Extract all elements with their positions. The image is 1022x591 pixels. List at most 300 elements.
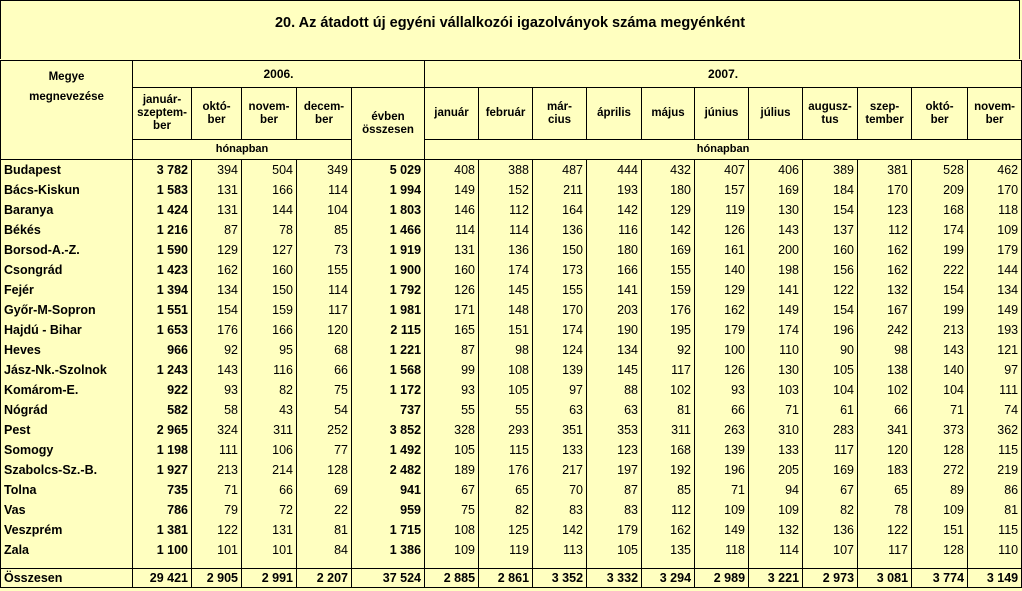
table-cell: 373 [912, 420, 968, 440]
header-month-2006 [133, 88, 192, 140]
table-cell: 120 [858, 440, 912, 460]
county-name: Vas [1, 500, 133, 520]
header-month-2006 [242, 88, 297, 140]
county-name: Jász-Nk.-Szolnok [1, 360, 133, 380]
spacer-cell [242, 560, 297, 569]
table-row [1, 460, 1022, 480]
table-cell: 122 [803, 280, 858, 300]
table-row [1, 520, 1022, 540]
table-cell: 1 568 [352, 360, 425, 380]
county-name: Bács-Kiskun [1, 180, 133, 200]
header-row-years [1, 61, 1022, 88]
table-cell: 92 [642, 340, 695, 360]
table-cell: 126 [695, 220, 749, 240]
table-cell: 341 [858, 420, 912, 440]
table-cell: 116 [587, 220, 642, 240]
table-cell: 154 [912, 280, 968, 300]
table-cell: 122 [192, 520, 242, 540]
table-cell: 154 [803, 200, 858, 220]
header-month-2006 [297, 88, 352, 140]
table-cell: 209 [912, 180, 968, 200]
table-cell: 134 [968, 280, 1022, 300]
table-cell: 2 482 [352, 460, 425, 480]
table-cell: 98 [858, 340, 912, 360]
table-cell: 193 [968, 320, 1022, 340]
table-cell: 1 715 [352, 520, 425, 540]
table-cell: 162 [192, 260, 242, 280]
table-cell: 132 [749, 520, 803, 540]
table-cell: 162 [695, 300, 749, 320]
table-cell: 179 [695, 320, 749, 340]
table-cell: 109 [912, 500, 968, 520]
table-cell: 71 [749, 400, 803, 420]
table-cell: 462 [968, 160, 1022, 181]
table-cell: 128 [912, 440, 968, 460]
county-name: Veszprém [1, 520, 133, 540]
table-cell: 160 [803, 240, 858, 260]
table-cell: 2 115 [352, 320, 425, 340]
table-cell: 82 [242, 380, 297, 400]
table-cell: 1 583 [133, 180, 192, 200]
table-cell: 114 [479, 220, 533, 240]
table-cell: 1 551 [133, 300, 192, 320]
table-cell: 219 [968, 460, 1022, 480]
table-cell: 81 [297, 520, 352, 540]
table-cell: 123 [858, 200, 912, 220]
table-cell: 190 [587, 320, 642, 340]
table-cell: 184 [803, 180, 858, 200]
county-name: Csongrád [1, 260, 133, 280]
table-cell: 183 [858, 460, 912, 480]
table-cell: 159 [242, 300, 297, 320]
table-cell: 157 [695, 180, 749, 200]
table-cell: 67 [425, 480, 479, 500]
table-cell: 22 [297, 500, 352, 520]
table-cell: 114 [297, 280, 352, 300]
table-cell: 63 [587, 400, 642, 420]
table-cell: 143 [749, 220, 803, 240]
table-cell: 176 [479, 460, 533, 480]
county-name: Heves [1, 340, 133, 360]
county-name: Baranya [1, 200, 133, 220]
table-cell: 150 [242, 280, 297, 300]
table-cell: 197 [587, 460, 642, 480]
table-cell: 263 [695, 420, 749, 440]
table-cell: 195 [642, 320, 695, 340]
table-cell: 737 [352, 400, 425, 420]
table-cell: 143 [192, 360, 242, 380]
table-cell: 89 [912, 480, 968, 500]
table-row [1, 220, 1022, 240]
header-line: június [704, 107, 739, 119]
header-line: szeptem- [137, 107, 187, 119]
table-cell: 55 [425, 400, 479, 420]
table-cell: 166 [242, 180, 297, 200]
table-row [1, 380, 1022, 400]
table-cell: 105 [587, 540, 642, 560]
table-cell: 1 172 [352, 380, 425, 400]
table-cell: 170 [533, 300, 587, 320]
table-cell: 113 [533, 540, 587, 560]
total-cell: 2 861 [479, 569, 533, 588]
header-line: ber [260, 113, 278, 126]
table-cell: 272 [912, 460, 968, 480]
table-cell: 115 [479, 440, 533, 460]
header-honapban-2006: hónapban [133, 140, 352, 160]
table-cell: 55 [479, 400, 533, 420]
table-row [1, 360, 1022, 380]
total-cell: 3 149 [968, 569, 1022, 588]
table-cell: 115 [968, 440, 1022, 460]
table-row [1, 200, 1022, 220]
table-cell: 162 [642, 520, 695, 540]
table-cell: 78 [242, 220, 297, 240]
header-line: február [485, 107, 526, 119]
table-cell: 735 [133, 480, 192, 500]
table-cell: 119 [695, 200, 749, 220]
table-cell: 408 [425, 160, 479, 181]
table-cell: 72 [242, 500, 297, 520]
total-label: Összesen [1, 569, 133, 588]
total-cell: 3 221 [749, 569, 803, 588]
table-cell: 131 [192, 180, 242, 200]
table-cell: 1 198 [133, 440, 192, 460]
table-cell: 293 [479, 420, 533, 440]
table-cell: 159 [642, 280, 695, 300]
table-cell: 142 [642, 220, 695, 240]
table-cell: 1 466 [352, 220, 425, 240]
table-cell: 82 [479, 500, 533, 520]
total-cell: 3 332 [587, 569, 642, 588]
table-cell: 111 [968, 380, 1022, 400]
table-row [1, 540, 1022, 560]
table-cell: 108 [479, 360, 533, 380]
spacer-row [1, 560, 1022, 569]
table-row [1, 440, 1022, 460]
header-line: októ- [925, 100, 954, 113]
table-cell: 1 590 [133, 240, 192, 260]
header-line: ber [153, 120, 171, 132]
county-name: Somogy [1, 440, 133, 460]
table-cell: 43 [242, 400, 297, 420]
header-line: szep- [869, 100, 900, 113]
table-cell: 152 [479, 180, 533, 200]
table-cell: 117 [803, 440, 858, 460]
table-cell: 138 [858, 360, 912, 380]
table-cell: 2 965 [133, 420, 192, 440]
table-cell: 168 [912, 200, 968, 220]
header-line: decem- [303, 100, 345, 113]
table-cell: 129 [695, 280, 749, 300]
table-cell: 180 [587, 240, 642, 260]
header-line: összesen [362, 123, 414, 136]
total-cell: 2 973 [803, 569, 858, 588]
table-cell: 1 394 [133, 280, 192, 300]
table-cell: 205 [749, 460, 803, 480]
header-month-2007 [858, 88, 912, 140]
table-cell: 432 [642, 160, 695, 181]
table-cell: 97 [533, 380, 587, 400]
header-row-months [1, 88, 1022, 140]
table-cell: 132 [858, 280, 912, 300]
table-cell: 166 [587, 260, 642, 280]
table-row [1, 240, 1022, 260]
table-cell: 146 [425, 200, 479, 220]
table-cell: 130 [749, 200, 803, 220]
table-cell: 174 [912, 220, 968, 240]
table-cell: 198 [749, 260, 803, 280]
table-cell: 121 [968, 340, 1022, 360]
table-cell: 155 [642, 260, 695, 280]
table-cell: 127 [242, 240, 297, 260]
table-cell: 189 [425, 460, 479, 480]
county-name: Nógrád [1, 400, 133, 420]
table-cell: 170 [858, 180, 912, 200]
header-line: január [434, 107, 469, 119]
table-cell: 582 [133, 400, 192, 420]
total-cell: 2 885 [425, 569, 479, 588]
table-cell: 101 [192, 540, 242, 560]
table-cell: 83 [533, 500, 587, 520]
table-cell: 90 [803, 340, 858, 360]
table-cell: 136 [479, 240, 533, 260]
table-cell: 68 [297, 340, 352, 360]
table-cell: 126 [425, 280, 479, 300]
table-cell: 73 [297, 240, 352, 260]
table-cell: 118 [968, 200, 1022, 220]
spacer-cell [192, 560, 242, 569]
table-cell: 106 [242, 440, 297, 460]
table-cell: 79 [192, 500, 242, 520]
table-cell: 381 [858, 160, 912, 181]
table-cell: 162 [858, 240, 912, 260]
table-cell: 75 [297, 380, 352, 400]
table-cell: 174 [533, 320, 587, 340]
county-name: Szabolcs-Sz.-B. [1, 460, 133, 480]
header-month-2007 [912, 88, 968, 140]
table-cell: 394 [192, 160, 242, 181]
county-name: Hajdú - Bihar [1, 320, 133, 340]
table-cell: 252 [297, 420, 352, 440]
table-cell: 66 [297, 360, 352, 380]
table-cell: 139 [695, 440, 749, 460]
total-row [1, 569, 1022, 588]
table-cell: 1 803 [352, 200, 425, 220]
table-cell: 130 [749, 360, 803, 380]
table-cell: 149 [968, 300, 1022, 320]
header-line: októ- [202, 100, 231, 113]
table-cell: 102 [642, 380, 695, 400]
data-table [0, 60, 1022, 588]
table-cell: 84 [297, 540, 352, 560]
table-cell: 168 [642, 440, 695, 460]
table-cell: 110 [749, 340, 803, 360]
table-row [1, 500, 1022, 520]
table-cell: 133 [749, 440, 803, 460]
table-cell: 180 [642, 180, 695, 200]
table-cell: 120 [297, 320, 352, 340]
table-cell: 114 [425, 220, 479, 240]
county-name: Fejér [1, 280, 133, 300]
spacer-cell [803, 560, 858, 569]
table-cell: 406 [749, 160, 803, 181]
table-cell: 1 221 [352, 340, 425, 360]
total-cell: 3 081 [858, 569, 912, 588]
table-cell: 200 [749, 240, 803, 260]
spacer-cell [695, 560, 749, 569]
table-cell: 1 653 [133, 320, 192, 340]
table-cell: 81 [968, 500, 1022, 520]
table-cell: 217 [533, 460, 587, 480]
table-cell: 160 [425, 260, 479, 280]
table-cell: 151 [479, 320, 533, 340]
table-cell: 192 [642, 460, 695, 480]
table-cell: 133 [533, 440, 587, 460]
table-cell: 109 [425, 540, 479, 560]
total-cell: 2 207 [297, 569, 352, 588]
header-month-2007 [479, 88, 533, 140]
table-row [1, 280, 1022, 300]
table-cell: 504 [242, 160, 297, 181]
table-cell: 87 [192, 220, 242, 240]
table-cell: 145 [479, 280, 533, 300]
table-cell: 1 927 [133, 460, 192, 480]
table-cell: 115 [968, 520, 1022, 540]
table-cell: 142 [587, 200, 642, 220]
header-month-2007 [642, 88, 695, 140]
table-cell: 134 [192, 280, 242, 300]
table-cell: 324 [192, 420, 242, 440]
total-cell: 2 905 [192, 569, 242, 588]
total-cell: 3 352 [533, 569, 587, 588]
county-name: Pest [1, 420, 133, 440]
table-cell: 83 [587, 500, 642, 520]
header-month-2007 [968, 88, 1022, 140]
total-cell: 3 774 [912, 569, 968, 588]
table-cell: 222 [912, 260, 968, 280]
table-cell: 104 [297, 200, 352, 220]
table-cell: 154 [192, 300, 242, 320]
table-cell: 142 [533, 520, 587, 540]
table-cell: 85 [642, 480, 695, 500]
table-cell: 179 [587, 520, 642, 540]
table-cell: 131 [192, 200, 242, 220]
header-month-2007 [425, 88, 479, 140]
table-cell: 65 [858, 480, 912, 500]
header-row-honapban [1, 140, 1022, 160]
spacer-cell [968, 560, 1022, 569]
table-cell: 109 [695, 500, 749, 520]
table-cell: 105 [479, 380, 533, 400]
table-cell: 149 [425, 180, 479, 200]
table-cell: 71 [695, 480, 749, 500]
table-title: 20. Az átadott új egyéni vállalkozói igazolványok száma megyénként [0, 0, 1020, 59]
header-line: augusz- [808, 100, 852, 113]
table-cell: 148 [479, 300, 533, 320]
header-line: novem- [974, 100, 1016, 113]
table-row [1, 320, 1022, 340]
header-line: május [651, 107, 685, 119]
table-cell: 3 852 [352, 420, 425, 440]
table-cell: 196 [695, 460, 749, 480]
table-cell: 135 [642, 540, 695, 560]
spacer-cell [749, 560, 803, 569]
table-cell: 388 [479, 160, 533, 181]
table-cell: 97 [968, 360, 1022, 380]
table-cell: 1 900 [352, 260, 425, 280]
table-cell: 941 [352, 480, 425, 500]
total-cell: 37 524 [352, 569, 425, 588]
table-cell: 176 [192, 320, 242, 340]
table-cell: 128 [297, 460, 352, 480]
table-cell: 140 [912, 360, 968, 380]
table-cell: 242 [858, 320, 912, 340]
table-cell: 156 [803, 260, 858, 280]
table-cell: 92 [192, 340, 242, 360]
county-name: Komárom-E. [1, 380, 133, 400]
spacer-cell [1, 560, 133, 569]
header-month-2007 [749, 88, 803, 140]
table-cell: 124 [533, 340, 587, 360]
table-cell: 353 [587, 420, 642, 440]
table-cell: 100 [695, 340, 749, 360]
table-cell: 109 [968, 220, 1022, 240]
table-cell: 161 [695, 240, 749, 260]
table-cell: 112 [858, 220, 912, 240]
table-cell: 444 [587, 160, 642, 181]
table-cell: 117 [642, 360, 695, 380]
table-cell: 959 [352, 500, 425, 520]
header-line: Megye [48, 71, 85, 83]
table-cell: 82 [803, 500, 858, 520]
table-cell: 328 [425, 420, 479, 440]
header-month-2007 [587, 88, 642, 140]
table-cell: 176 [642, 300, 695, 320]
table-cell: 154 [803, 300, 858, 320]
county-name: Békés [1, 220, 133, 240]
table-cell: 99 [425, 360, 479, 380]
header-line: ber [930, 113, 949, 126]
table-cell: 144 [968, 260, 1022, 280]
table-cell: 54 [297, 400, 352, 420]
table-cell: 167 [858, 300, 912, 320]
spacer-cell [912, 560, 968, 569]
header-month-2007 [695, 88, 749, 140]
table-cell: 71 [192, 480, 242, 500]
table-cell: 165 [425, 320, 479, 340]
table-cell: 196 [803, 320, 858, 340]
table-cell: 351 [533, 420, 587, 440]
header-evben-osszesen [352, 88, 425, 160]
table-cell: 67 [803, 480, 858, 500]
table-cell: 101 [242, 540, 297, 560]
table-cell: 151 [912, 520, 968, 540]
header-megye [1, 61, 133, 160]
table-cell: 109 [749, 500, 803, 520]
table-cell: 117 [858, 540, 912, 560]
table-cell: 123 [587, 440, 642, 460]
table-cell: 139 [533, 360, 587, 380]
table-cell: 149 [695, 520, 749, 540]
header-month-2006 [192, 88, 242, 140]
table-cell: 169 [642, 240, 695, 260]
header-line: április [597, 107, 631, 119]
table-cell: 141 [749, 280, 803, 300]
table-cell: 164 [533, 200, 587, 220]
table-cell: 1 981 [352, 300, 425, 320]
header-line: ber [985, 113, 1004, 126]
table-cell: 65 [479, 480, 533, 500]
